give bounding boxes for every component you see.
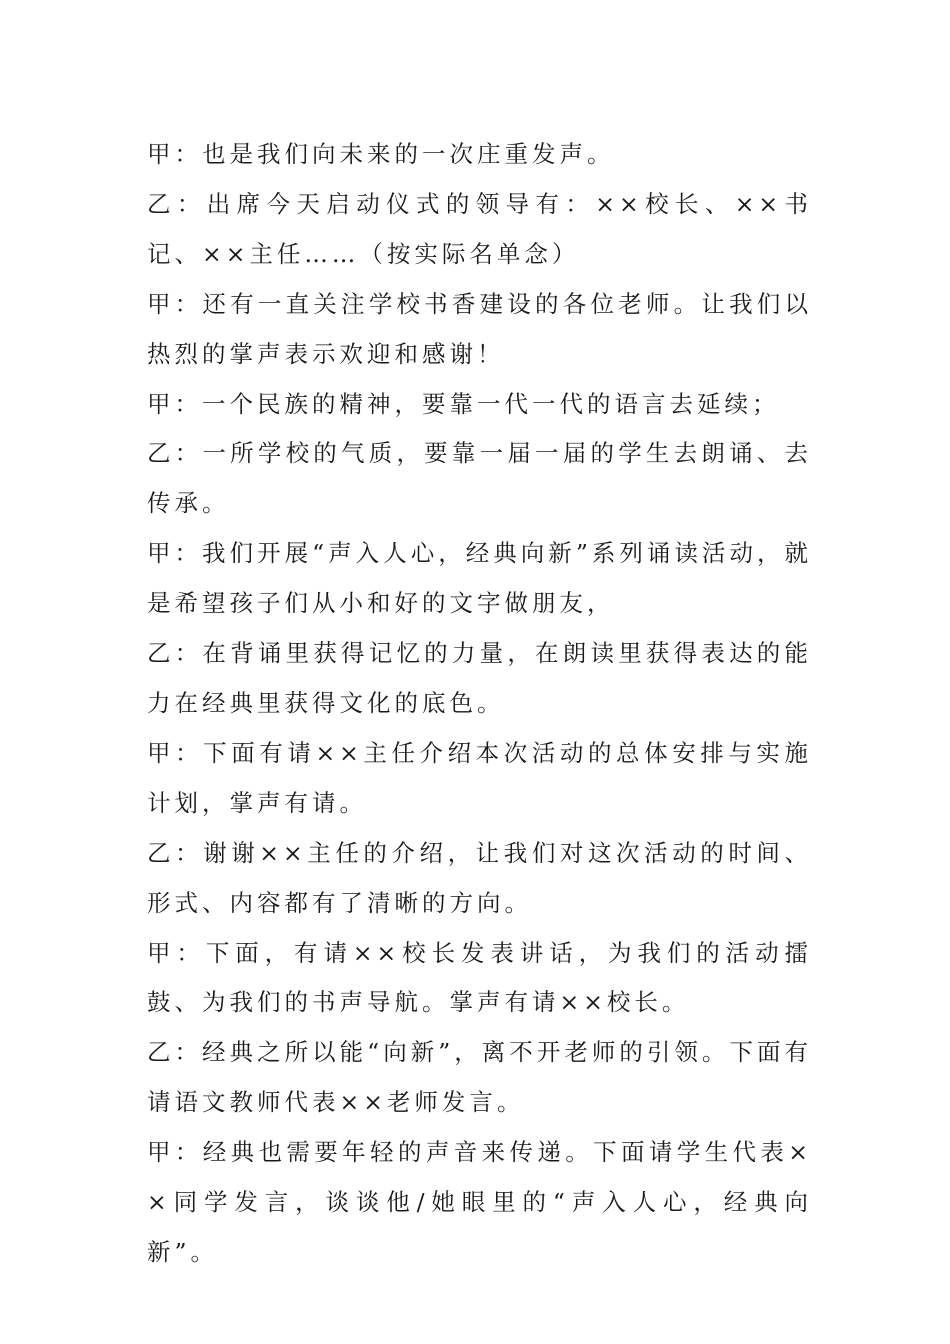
script-line: 乙：出席今天启动仪式的领导有：××校长、××书记、××主任……（按实际名单念） [147,189,812,268]
script-line: 甲：我们开展“声入人心，经典向新”系列诵读活动，就是希望孩子们从小和好的文字做朋友， [147,539,812,618]
script-line: 甲：下面有请××主任介绍本次活动的总体安排与实施计划，掌声有请。 [147,738,812,817]
script-line: 甲：下面，有请××校长发表讲话，为我们的活动擂鼓、为我们的书声导航。掌声有请××校长。 [147,938,812,1017]
script-line: 乙：经典之所以能“向新”，离不开老师的引领。下面有请语文教师代表××老师发言。 [147,1038,812,1117]
script-line: 乙：一所学校的气质，要靠一届一届的学生去朗诵、去传承。 [147,439,812,518]
script-line: 甲：一个民族的精神，要靠一代一代的语言去延续； [147,389,780,418]
script-line: 甲：也是我们向未来的一次庄重发声。 [147,140,615,168]
script-line: 乙：在背诵里获得记忆的力量，在朗读里获得表达的能力在经典里获得文化的底色。 [147,639,812,717]
script-line: 甲：经典也需要年轻的声音来传递。下面请学生代表××同学发言，谈谈他/她眼里的“声入人心，经典向新”。 [147,1138,812,1266]
script-line: 乙：谢谢××主任的介绍，让我们对这次活动的时间、形式、内容都有了清晰的方向。 [147,838,812,917]
script-body [147,130,812,1278]
script-line: 甲：还有一直关注学校书香建设的各位老师。让我们以热烈的掌声表示欢迎和感谢！ [147,289,812,368]
